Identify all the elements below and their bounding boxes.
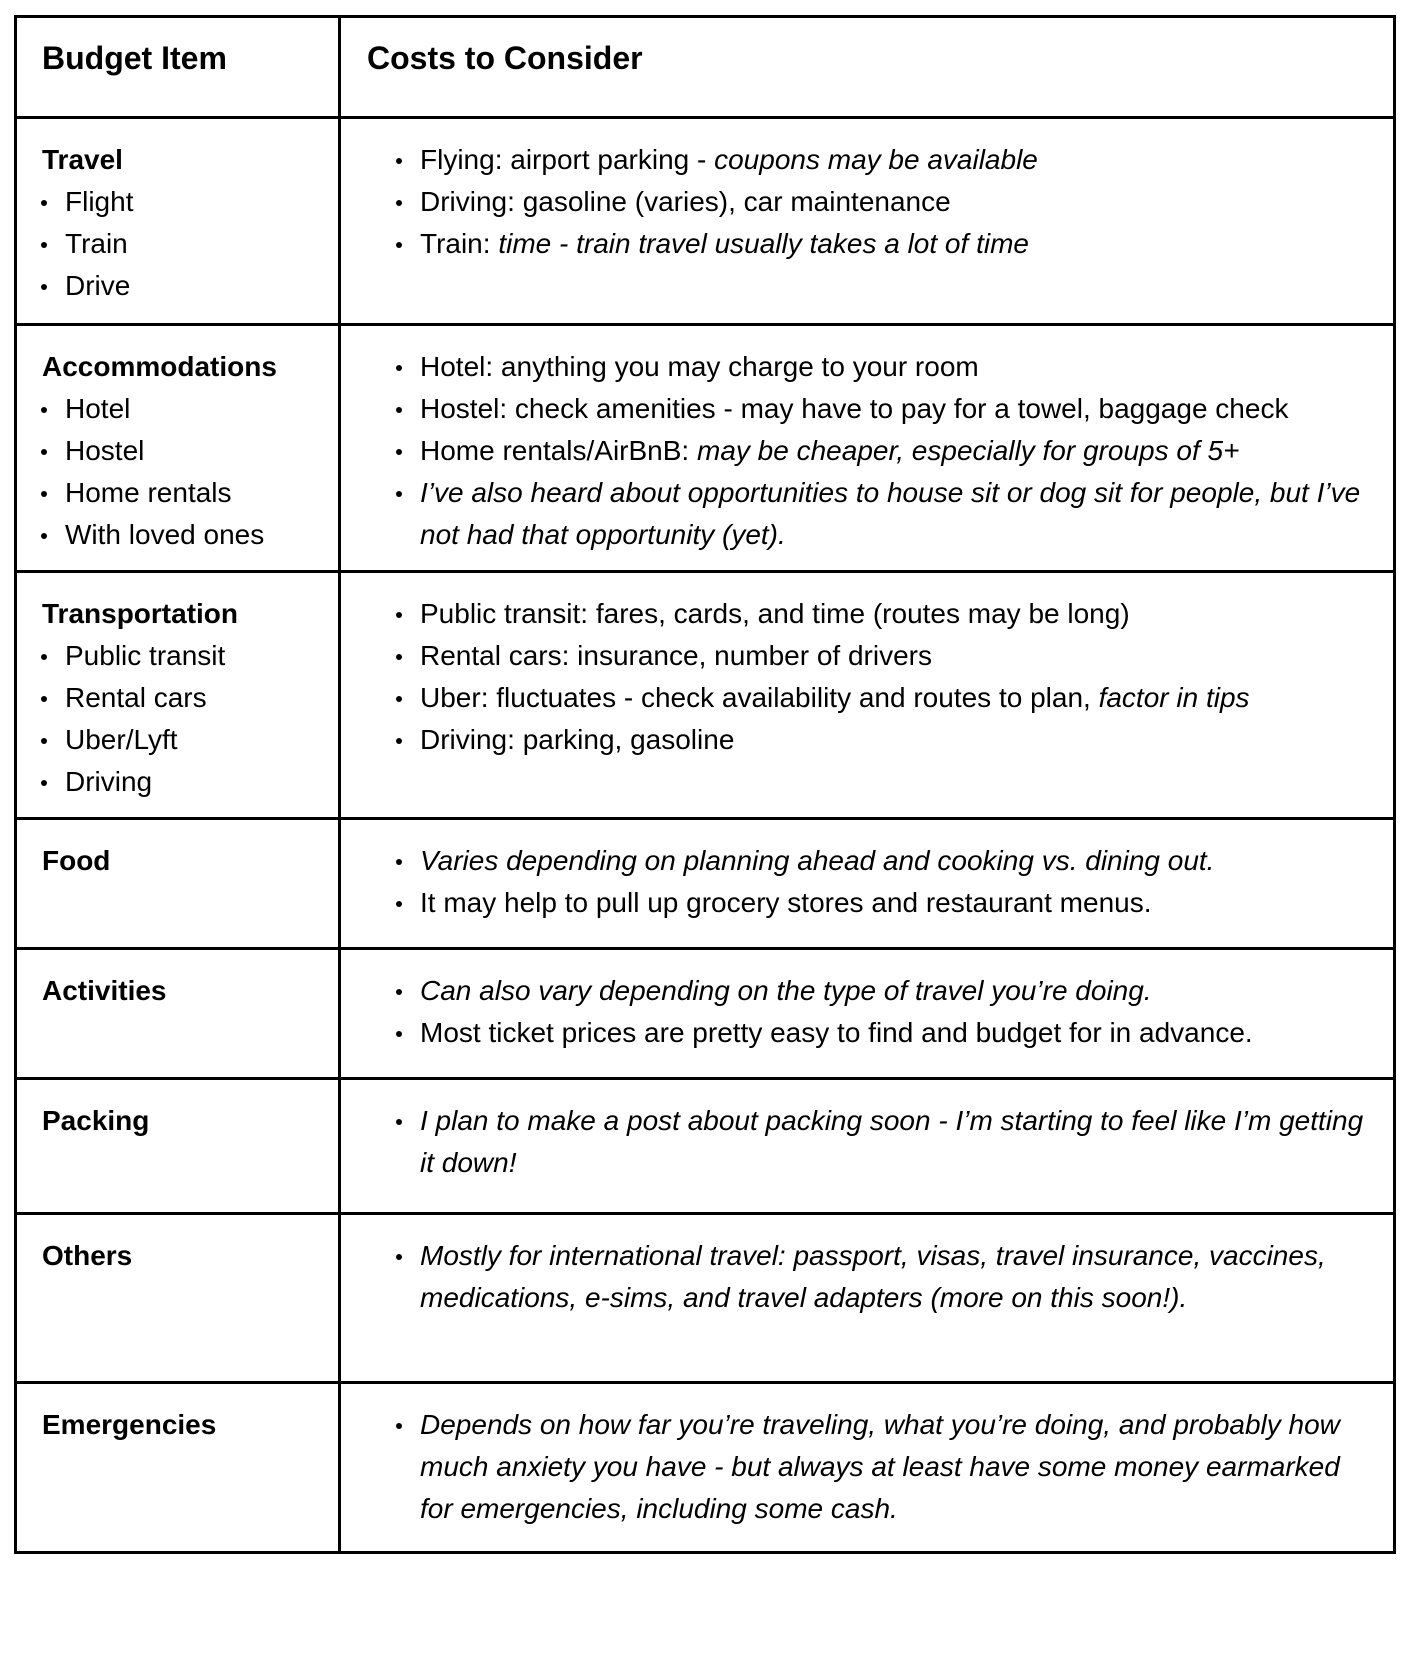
costs-list xyxy=(341,1080,1393,1184)
cost-text: It may help to pull up grocery stores and restaurant menus. xyxy=(420,887,1152,918)
cost-item xyxy=(420,388,1373,430)
cost-text: Driving: parking, gasoline xyxy=(420,724,735,755)
cost-item xyxy=(420,1012,1373,1054)
cost-item xyxy=(420,635,1373,677)
table-row xyxy=(16,1214,1395,1383)
sub-item: Hostel xyxy=(65,430,338,472)
cost-text: Hostel: check amenities - may have to pay for a towel, baggage check xyxy=(420,393,1289,424)
cost-text: Train: xyxy=(420,228,499,259)
table-row xyxy=(16,118,1395,325)
budget-item-title: Travel xyxy=(42,144,123,175)
cost-note: I plan to make a post about packing soon - I’m starting to feel like I’m getting it down! xyxy=(420,1105,1364,1178)
budget-item-cell xyxy=(16,325,340,572)
cost-item xyxy=(420,840,1373,882)
cost-note: Mostly for international travel: passport, visas, travel insurance, vaccines, medications, e-sims, and travel adapters (more on this soon!). xyxy=(420,1240,1326,1313)
cost-item xyxy=(420,1404,1373,1530)
sub-item-list xyxy=(17,635,338,803)
costs-cell xyxy=(340,572,1395,819)
sub-item: Train xyxy=(65,223,338,265)
cost-text: Uber: fluctuates - check availability and routes to plan, xyxy=(420,682,1099,713)
cost-note: may be cheaper, especially for groups of 5+ xyxy=(697,435,1240,466)
table-row xyxy=(16,819,1395,949)
costs-list xyxy=(341,326,1393,556)
costs-cell xyxy=(340,949,1395,1079)
cost-item xyxy=(420,970,1373,1012)
costs-list xyxy=(341,820,1393,924)
budget-item-cell xyxy=(16,572,340,819)
budget-item-cell xyxy=(16,1214,340,1383)
cost-note: Can also vary depending on the type of travel you’re doing. xyxy=(420,975,1152,1006)
cost-item xyxy=(420,1235,1373,1319)
cost-note: factor in tips xyxy=(1098,682,1250,713)
header-costs-to-consider: Costs to Consider xyxy=(340,17,1395,118)
sub-item: Rental cars xyxy=(65,677,338,719)
sub-item: Public transit xyxy=(65,635,338,677)
costs-cell xyxy=(340,1383,1395,1553)
costs-cell xyxy=(340,1079,1395,1214)
costs-cell xyxy=(340,819,1395,949)
cost-text: Hotel: anything you may charge to your room xyxy=(420,351,979,382)
costs-cell xyxy=(340,1214,1395,1383)
budget-item-cell xyxy=(16,1079,340,1214)
header-row xyxy=(16,17,1395,118)
sub-item: With loved ones xyxy=(65,514,338,556)
sub-item-list xyxy=(17,388,338,556)
cost-item xyxy=(420,719,1373,761)
cost-item xyxy=(420,677,1373,719)
costs-list xyxy=(341,119,1393,265)
cost-item xyxy=(420,882,1373,924)
cost-item xyxy=(420,1100,1373,1184)
costs-list xyxy=(341,950,1393,1054)
cost-item xyxy=(420,593,1373,635)
costs-cell xyxy=(340,118,1395,325)
budget-item-cell xyxy=(16,949,340,1079)
cost-text: Driving: gasoline (varies), car maintenance xyxy=(420,186,951,217)
table-row xyxy=(16,325,1395,572)
cost-text: Public transit: fares, cards, and time (routes may be long) xyxy=(420,598,1130,629)
cost-text: Home rentals/AirBnB: xyxy=(420,435,697,466)
cost-note: Depends on how far you’re traveling, what you’re doing, and probably how much anxiety you have - but always at least have some money earmarked for emergencies, including some cash. xyxy=(420,1409,1340,1524)
sub-item: Driving xyxy=(65,761,338,803)
costs-list xyxy=(341,1384,1393,1530)
sub-item: Uber/Lyft xyxy=(65,719,338,761)
cost-item xyxy=(420,430,1373,472)
sub-item: Hotel xyxy=(65,388,338,430)
budget-item-cell xyxy=(16,1383,340,1553)
costs-cell xyxy=(340,325,1395,572)
cost-note: coupons may be available xyxy=(714,144,1038,175)
sub-item: Drive xyxy=(65,265,338,307)
cost-item xyxy=(420,223,1373,265)
table-row xyxy=(16,1079,1395,1214)
budget-item-title: Transportation xyxy=(42,598,239,629)
sub-item-list xyxy=(17,181,338,307)
budget-item-cell xyxy=(16,819,340,949)
table-row xyxy=(16,1383,1395,1553)
costs-list xyxy=(341,573,1393,761)
cost-text: Most ticket prices are pretty easy to find and budget for in advance. xyxy=(420,1017,1253,1048)
cost-item xyxy=(420,346,1373,388)
budget-item-cell xyxy=(16,118,340,325)
cost-note: I’ve also heard about opportunities to house sit or dog sit for people, but I’ve not had that opportunity (yet). xyxy=(420,477,1361,550)
costs-list xyxy=(341,1215,1393,1319)
table-row xyxy=(16,949,1395,1079)
cost-text: Rental cars: insurance, number of drivers xyxy=(420,640,932,671)
budget-item-title: Emergencies xyxy=(42,1409,217,1440)
budget-item-title: Others xyxy=(42,1240,133,1271)
budget-item-title: Accommodations xyxy=(42,351,277,382)
budget-item-title: Packing xyxy=(42,1105,150,1136)
cost-item xyxy=(420,181,1373,223)
budget-item-title: Food xyxy=(42,845,111,876)
cost-text: Flying: airport parking - xyxy=(420,144,715,175)
budget-table xyxy=(14,15,1396,1554)
cost-item xyxy=(420,472,1373,556)
sub-item: Flight xyxy=(65,181,338,223)
cost-note: time - train travel usually takes a lot of time xyxy=(498,228,1029,259)
table-row xyxy=(16,572,1395,819)
header-budget-item: Budget Item xyxy=(16,17,340,118)
cost-item xyxy=(420,139,1373,181)
cost-note: Varies depending on planning ahead and cooking vs. dining out. xyxy=(420,845,1215,876)
table-body xyxy=(16,118,1395,1553)
sub-item: Home rentals xyxy=(65,472,338,514)
budget-item-title: Activities xyxy=(42,975,167,1006)
